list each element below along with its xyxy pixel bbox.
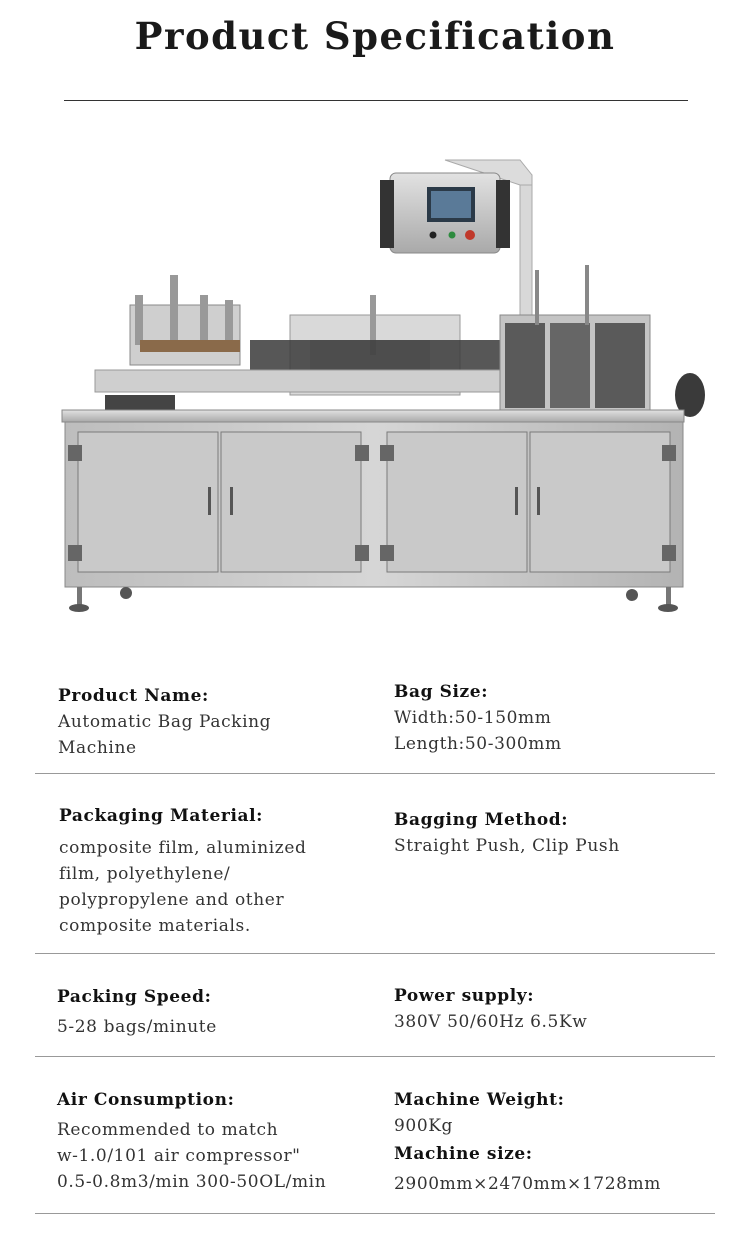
row-divider xyxy=(35,953,715,954)
spec-label: Product Name: xyxy=(58,686,209,706)
spec-bag-size xyxy=(394,679,562,757)
spec-label: Bagging Method: xyxy=(394,810,569,830)
spec-label: Power supply: xyxy=(394,986,535,1006)
spec-value-line: polypropylene and other xyxy=(59,890,285,910)
spec-value-line: Straight Push, Clip Push xyxy=(394,836,620,856)
spec-bagging-method xyxy=(394,807,620,859)
upper-mechanism xyxy=(95,265,705,417)
machine-photo xyxy=(50,145,710,630)
spec-value-line: Automatic Bag Packing xyxy=(58,712,272,732)
spec-value-line: Width:50-150mm xyxy=(394,708,552,728)
spec-label: Machine Weight: xyxy=(394,1090,565,1110)
spec-value-line: w-1.0/101 air compressor" xyxy=(57,1146,301,1166)
spec-label: Bag Size: xyxy=(394,682,489,702)
spec-value-line: 5-28 bags/minute xyxy=(57,1017,217,1037)
spec-power-supply xyxy=(394,983,587,1035)
row-divider xyxy=(35,773,715,774)
spec-value-line: composite materials. xyxy=(59,916,251,936)
row-divider xyxy=(35,1213,715,1214)
spec-value-line: 380V 50/60Hz 6.5Kw xyxy=(394,1012,588,1032)
spec-product-name xyxy=(58,683,271,761)
title-divider xyxy=(64,100,688,101)
spec-value-line: 900Kg xyxy=(394,1116,454,1136)
spec-air-consumption xyxy=(57,1087,326,1195)
spec-label: Machine size: xyxy=(394,1144,533,1164)
spec-value-line: Machine xyxy=(58,738,137,758)
spec-machine-weight xyxy=(394,1087,564,1139)
spec-machine-size xyxy=(394,1141,661,1197)
spec-label: Air Consumption: xyxy=(57,1090,235,1110)
machine-cabinet xyxy=(65,422,683,587)
spec-value-line: composite film, aluminized xyxy=(59,838,307,858)
spec-value-line: Recommended to match xyxy=(57,1120,279,1140)
spec-value-line: 0.5-0.8m3/min 300-50OL/min xyxy=(57,1172,327,1192)
spec-value-line: film, polyethylene/ xyxy=(59,864,231,884)
spec-label: Packing Speed: xyxy=(57,987,212,1007)
spec-packing-speed xyxy=(57,984,217,1040)
control-panel xyxy=(380,173,510,253)
spec-value-line: Length:50-300mm xyxy=(394,734,562,754)
page-title: Product Specification xyxy=(134,14,616,58)
spec-label: Packaging Material: xyxy=(59,806,264,826)
spec-value-line: 2900mm×2470mm×1728mm xyxy=(394,1174,661,1194)
spec-packaging-material xyxy=(59,803,307,939)
row-divider xyxy=(35,1056,715,1057)
